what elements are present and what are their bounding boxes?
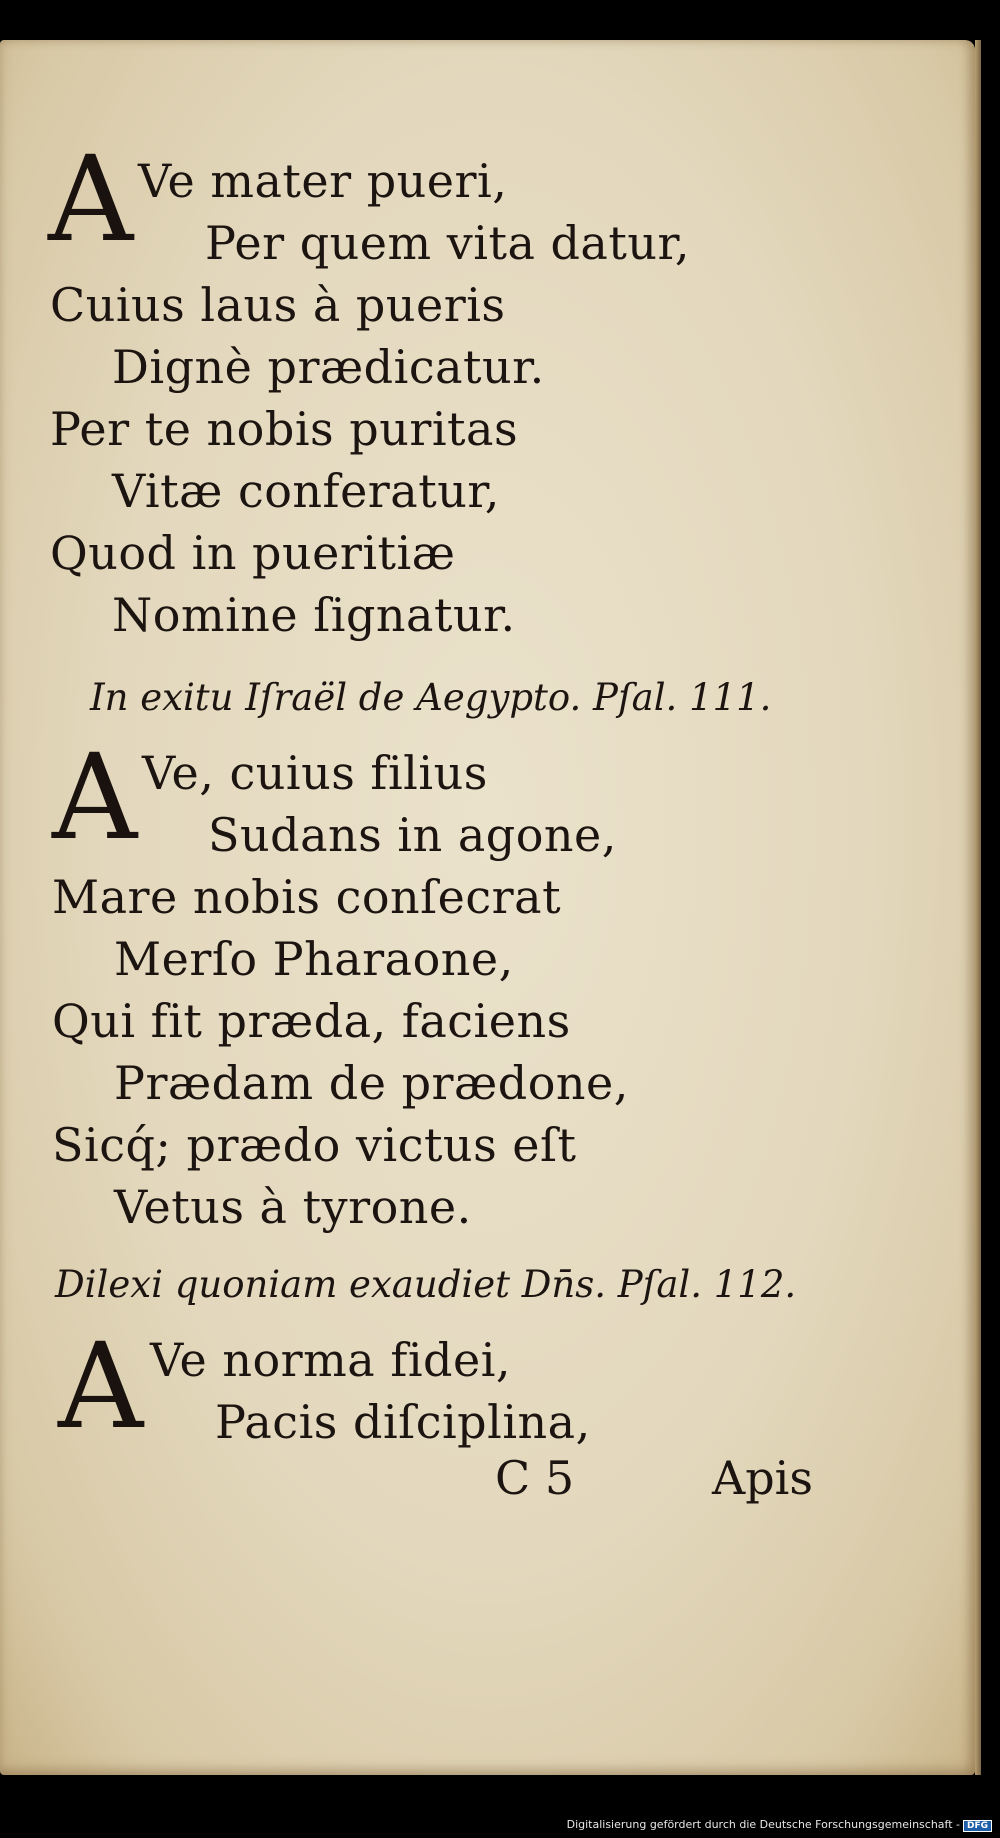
verse-line: Qui fit præda, faciens [52, 994, 571, 1048]
drop-cap: A [52, 728, 138, 866]
verse-line: Pacis diſciplina, [215, 1395, 591, 1449]
verse-line: Ve, cuius filius [142, 746, 488, 800]
verse-line: Merſo Pharaone, [114, 932, 514, 986]
dfg-logo: DFG [963, 1820, 992, 1832]
verse-line: Cuius laus à pueris [50, 278, 506, 332]
digitization-credit [567, 1818, 992, 1832]
verse-line: Sudans in agone, [208, 808, 617, 862]
psalm-rubric: In exitu Iſraël de Aegypto. Pſal. 111. [90, 676, 772, 719]
verse-line: Nomine ſignatur. [112, 588, 516, 642]
verse-line: Vitæ conferatur, [112, 464, 500, 518]
drop-cap: A [58, 1317, 144, 1455]
page-edge [975, 40, 981, 1775]
psalm-rubric: Dilexi quoniam exaudiet Dn̄s. Pſal. 112. [55, 1263, 797, 1306]
verse-line: Prædam de prædone, [114, 1056, 629, 1110]
verse-line: Ve norma fidei, [150, 1333, 512, 1387]
verse-line: Dignè prædicatur. [112, 340, 545, 394]
verse-line: Mare nobis conſecrat [52, 870, 562, 924]
verse-line: Quod in pueritiæ [50, 526, 456, 580]
verse-line: Per te nobis puritas [50, 402, 519, 456]
verse-line: Vetus à tyrone. [114, 1180, 472, 1234]
verse-line: Sicq́; prædo victus eſt [52, 1118, 577, 1172]
verse-line: Per quem vita datur, [205, 216, 691, 270]
credit-text: Digitalisierung gefördert durch die Deutsche Forschungsgemeinschaft - [566, 1818, 960, 1831]
drop-cap: A [48, 130, 134, 268]
verse-line: Ve mater pueri, [138, 154, 508, 208]
catchword: Apis [712, 1451, 813, 1505]
signature-mark: C 5 [495, 1451, 575, 1505]
